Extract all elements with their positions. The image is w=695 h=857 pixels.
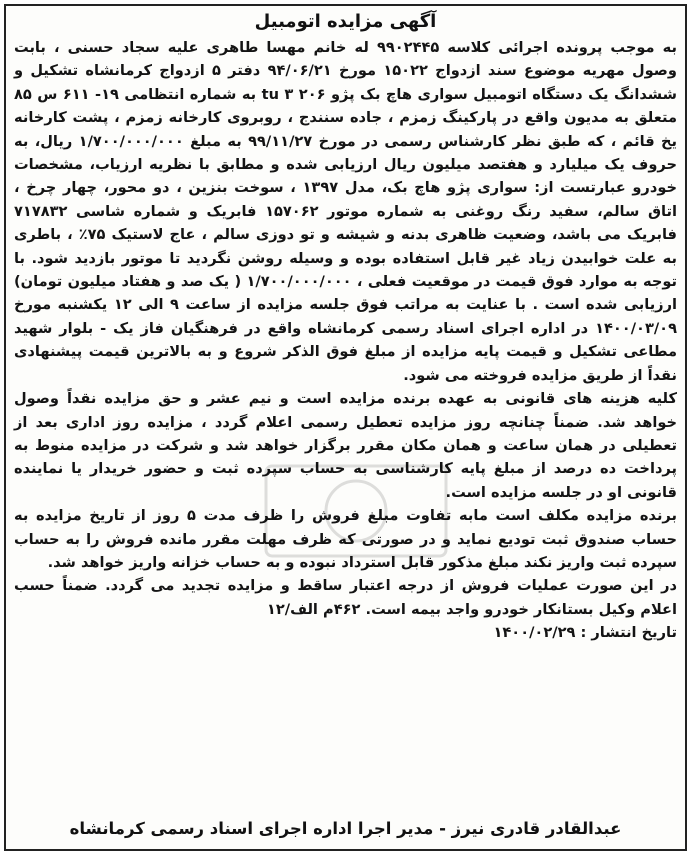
paragraph-main: به موجب پرونده اجرائی کلاسه ۹۹۰۲۴۴۵ له خانم مهسا طاهری علیه سجاد حسنی ، بابت وصول مهریه موضوع سند ازدواج ۱۵۰۲۲ مورخ ۹۴/۰۶/۲۱ دفتر ۵ ازدواج کرمانشاه تشکیل و ششدانگ یک دستگاه اتومبیل سواری هاچ بک پژو ۲۰۶ tu ۳ به شماره انتظامی ۱۹- ۶۱۱ س ۸۵ متعلق به مدیون واقع در پارکینگ زمزم ، جاده سنندج ، روبروی کارخانه زمزم ، پشت کارخانه یخ قائم ، که طبق نظر کارشناس رسمی در مورخ ۹۹/۱۱/۲۷ به مبلغ ۱/۷۰۰/۰۰۰/۰۰۰ ریال، به حروف یک میلیارد و هفتصد میلیون ریال ارزیابی شده و مطابق با نظریه ارزیاب، مشخصات خودرو عبارتست از: سواری پژو هاچ بک، مدل ۱۳۹۷ ، سوخت بنزین ، دو محور، چهار چرخ ، اتاق سالم، سفید رنگ روغنی به شماره موتور ۱۵۷۰۶۲ فابریک و شماره شاسی ۷۱۷۸۳۲ فابریک می باشد، وضعیت ظاهری بدنه و شیشه و تو دوزی سالم ، عاج لاستیک ۷۵٪ ، باطری به علت خوابیدن زیاد غیر قابل استفاده بوده و وسیله روشن نگردید تا موتور بازدید شود. با توجه به موارد فوق قیمت در موقعیت فعلی ، ۱/۷۰۰/۰۰۰/۰۰۰ ( یک صد و هفتاد میلیون تومان) ارزیابی شده است . با عنایت به مراتب فوق جلسه مزایده از ساعت ۹ الی ۱۲ یکشنبه مورخ ۱۴۰۰/۰۳/۰۹ در اداره اجرای اسناد رسمی کرمانشاه واقع در فرهنگیان فاز یک - بلوار شهید مطاعی تشکیل و قیمت پایه مزایده از مبلغ فوق الذکر شروع و به بالاترین قیمت پیشنهادی نقداً از طریق مزایده فروخته می شود. (14, 39, 678, 384)
signature-line: عبدالقادر قادری نیرز - مدیر اجرا اداره اجرای اسناد رسمی کرمانشاه (69, 819, 622, 838)
publish-date: تاریخ انتشار : ۱۴۰۰/۰۲/۲۹ (493, 624, 677, 642)
paragraph-cancellation: در این صورت عملیات فروش از درجه اعتبار ساقط و مزایده تجدید می گردد. ضمناً حسب اعلام وکیل بستانکار خودرو واجد بیمه است. ۴۶۲م الف/۱۲ (14, 577, 677, 618)
notice-body (14, 36, 677, 645)
paragraph-winner-obligation: برنده مزایده مکلف است مابه تفاوت مبلغ فروش را ظرف مدت ۵ روز از تاریخ مزایده به حساب صندوق ثبت تودیع نماید و در صورتی که ظرف مهلت مقرر مانده فروش را به حساب سپرده ثبت واریز نکند مبلغ مذکور قابل استرداد نبوده و به حساب خزانه واریز خواهد شد. (14, 507, 677, 571)
auction-notice (4, 4, 687, 851)
notice-title: آگهی مزایده اتومبیل (254, 11, 437, 32)
paragraph-costs: کلیه هزینه های قانونی به عهده برنده مزایده است و نیم عشر و حق مزایده نقداً وصول خواهد شد. ضمناً چنانچه روز مزایده تعطیل رسمی اعلام گردد ، مزایده روز اداری بعد از تعطیلی در همان ساعت و همان مکان مقرر برگزار خواهد شد و شرکت در مزایده منوط به پرداخت ده درصد از مبلغ پایه کارشناسی به حساب سپرده ثبت و حضور خریدار یا نماینده قانونی او در جلسه مزایده است. (14, 390, 677, 501)
